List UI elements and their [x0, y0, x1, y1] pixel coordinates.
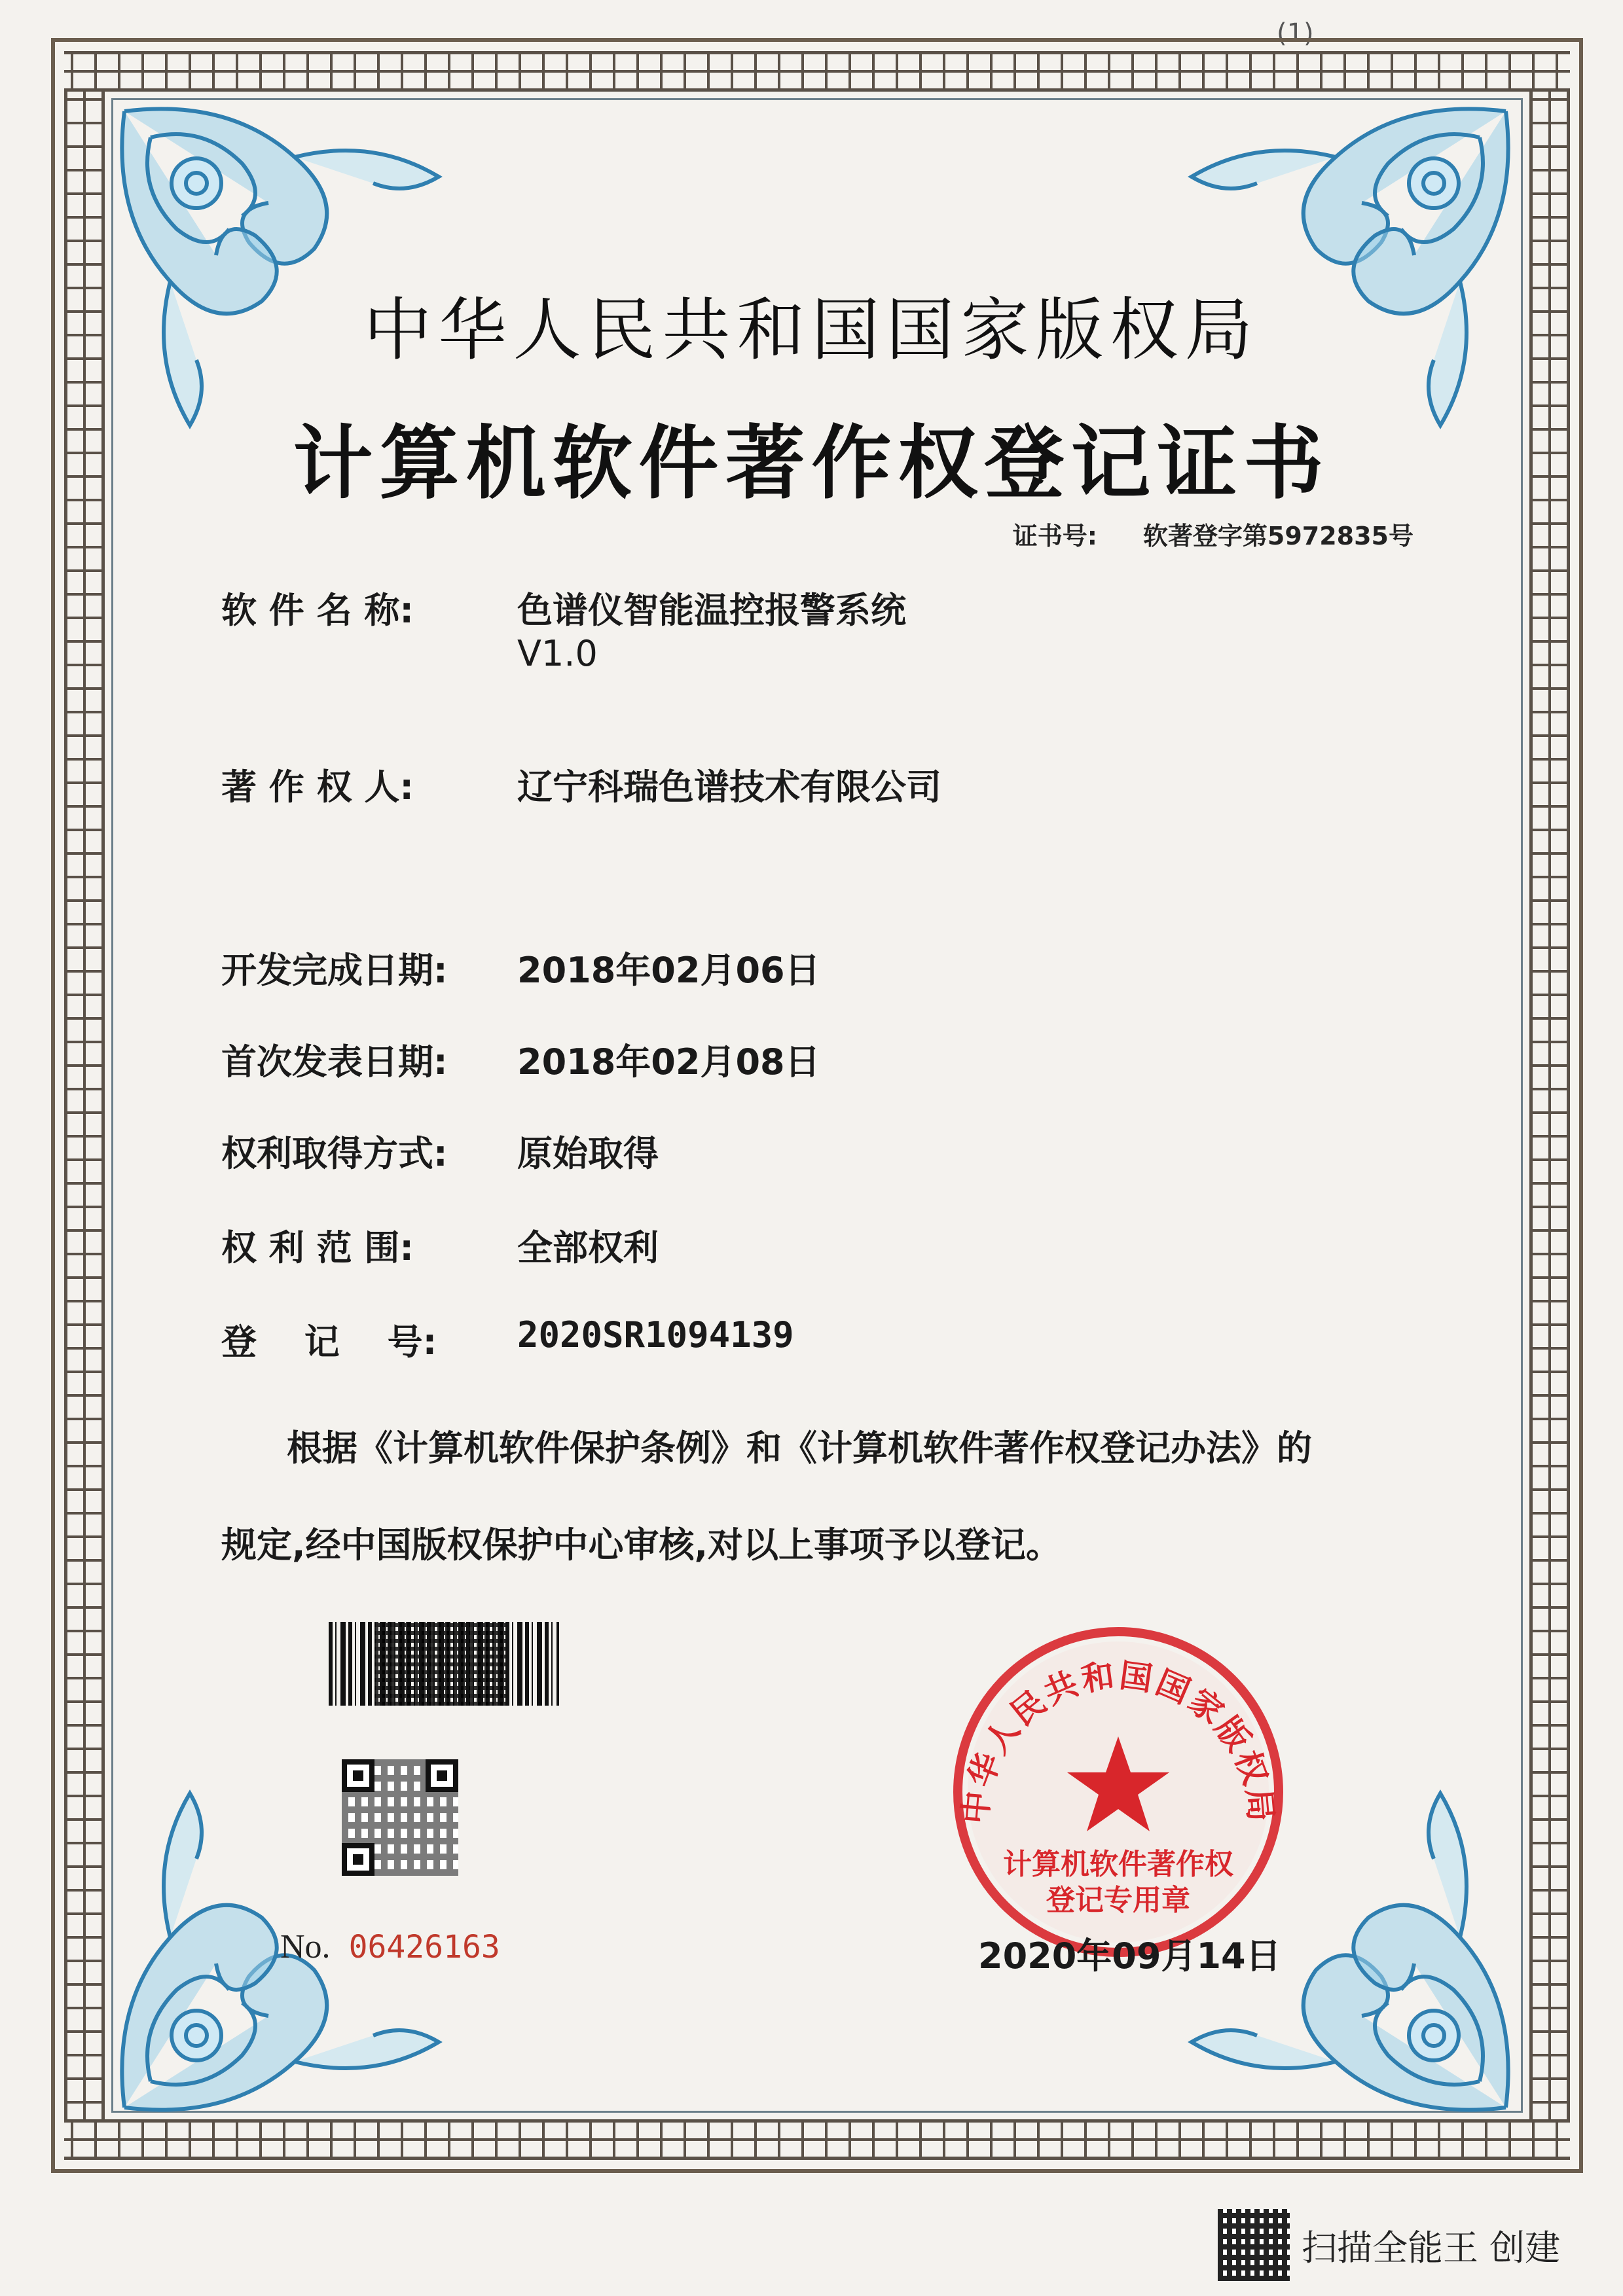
certificate-title: 计算机软件著作权登记证书 — [293, 417, 1330, 510]
corner-ornament-top-left — [98, 85, 465, 452]
dev-date-value: 2018年02月06日 — [517, 950, 820, 991]
certificate-number-label: 证书号: — [1012, 522, 1097, 550]
field-scope — [221, 1220, 659, 1270]
statement-line2: 规定,经中国版权保护中心审核,对以上事项予以登记。 — [221, 1524, 1062, 1566]
field-dev-date — [221, 942, 820, 993]
statement-line1: 根据《计算机软件保护条例》和《计算机软件著作权登记办法》的 — [287, 1427, 1312, 1469]
certificate-number-value: 软著登字第5972835号 — [1142, 522, 1413, 550]
software-name-label: 软 件 名 称: — [221, 590, 414, 631]
field-owner — [221, 759, 941, 810]
serial-number-value: 06426163 — [348, 1929, 500, 1965]
handwritten-mark: (1) — [1277, 18, 1314, 48]
scope-label: 权 利 范 围: — [221, 1227, 414, 1268]
seal-date: 2020年09月14日 — [978, 1935, 1281, 1977]
field-registration-number — [221, 1314, 794, 1365]
scope-value: 全部权利 — [517, 1227, 659, 1268]
svg-text:登记专用章: 登记专用章 — [1046, 1884, 1190, 1917]
issuing-authority: 中华人民共和国国家版权局 — [363, 290, 1260, 370]
acquire-label: 权利取得方式: — [221, 1133, 448, 1174]
publish-date-label: 首次发表日期: — [221, 1041, 448, 1083]
acquire-value: 原始取得 — [517, 1133, 659, 1174]
scanner-qr-icon — [1218, 2209, 1290, 2281]
scanner-watermark-text: 扫描全能王 创建 — [1302, 2227, 1561, 2269]
field-publish-date — [221, 1034, 820, 1085]
official-seal — [948, 1622, 1288, 1962]
owner-value: 辽宁科瑞色谱技术有限公司 — [517, 766, 941, 808]
corner-ornament-top-right — [1165, 85, 1532, 452]
serial-prefix: No. — [280, 1928, 331, 1965]
field-software-name — [221, 583, 906, 674]
qr-code — [342, 1759, 458, 1876]
owner-label: 著 作 权 人: — [221, 766, 414, 808]
software-version: V1.0 — [517, 633, 598, 674]
reg-no-label: 登 记 号: — [221, 1321, 437, 1363]
scanner-watermark — [1218, 2209, 1560, 2281]
fret-border-right — [1529, 92, 1570, 2119]
software-name-value — [517, 583, 906, 674]
svg-text:中华人民共和国国家版权局: 中华人民共和国国家版权局 — [956, 1656, 1281, 1825]
field-acquire-method — [221, 1126, 659, 1176]
dev-date-label: 开发完成日期: — [221, 950, 448, 991]
certificate-number — [1013, 516, 1413, 552]
software-name-line1: 色谱仪智能温控报警系统 — [517, 590, 906, 631]
barcode — [329, 1622, 559, 1706]
publish-date-value: 2018年02月08日 — [517, 1041, 820, 1083]
svg-text:计算机软件著作权: 计算机软件著作权 — [1003, 1848, 1233, 1881]
reg-no-value: 2020SR1094139 — [517, 1314, 794, 1355]
serial-number — [280, 1928, 500, 1966]
